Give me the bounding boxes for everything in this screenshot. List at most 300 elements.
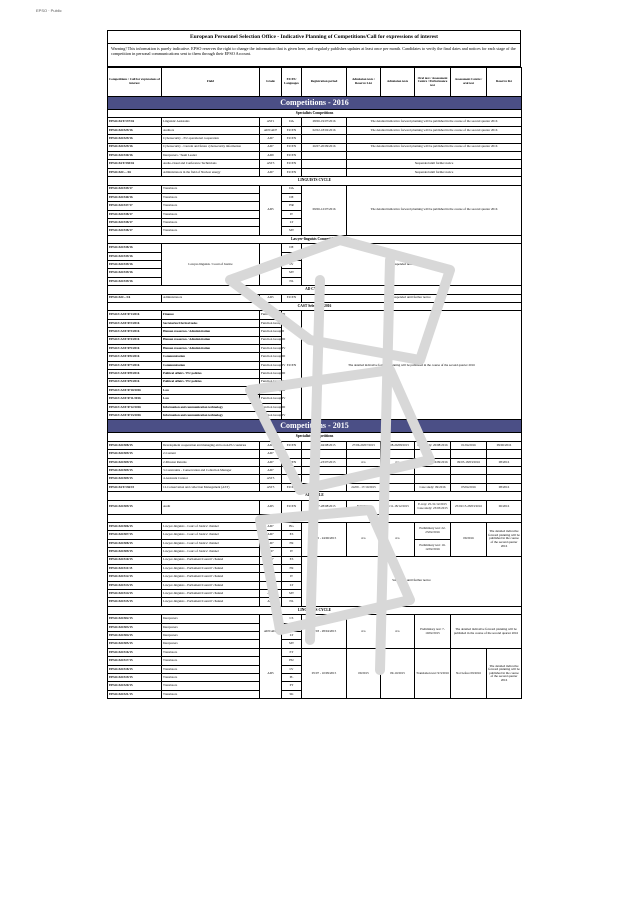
table-cell: Administrators in the field of Nuclear energy [162,168,260,176]
document [107,30,521,699]
table-row [108,500,522,514]
table-cell: Secretaries/Clerical tasks [162,319,260,327]
table-cell: 8/10/2015 [347,500,381,514]
table-cell: 09/06-12/07/2016 [302,185,347,235]
table-cell: LV [282,665,302,673]
table-cell: Suspended until further notice [302,556,522,606]
table-cell: Development cooperation and managing aid to non-EU countries [162,441,260,449]
table-cell: Translation test: 9/3/2016 [415,648,451,698]
table-cell: Translators [162,202,260,210]
table-cell: Lawyer-linguists - Court of Justice' channel [162,531,260,539]
table-cell: EPSO/AD/309/15 [108,548,162,556]
table-cell [487,450,522,458]
table-cell: EPSO/AST/330/16 [108,160,162,168]
table-row [108,467,522,475]
table-cell: Interpreters [162,615,260,623]
table-cell: EPSO/AD/318/15 [108,665,162,673]
table-cell: EU/EN [282,500,302,514]
table-cell [302,450,347,458]
table-cell: Case study: 09/2016 [415,483,451,491]
column-header: Reserve list [487,68,522,97]
table-cell: EPSO/CAST/P/3/2016 [108,328,162,336]
table-cell: EPSO/AST/136/15 [108,483,162,491]
table-cell: 28/07-28/08/2015 [302,500,347,514]
section-2016 [108,97,522,110]
table-cell: AD5 [260,294,282,302]
column-header: Admission tests / Reserve List [347,68,381,97]
table-cell: AD9 [260,151,282,159]
table-cell: Law [162,395,260,403]
table-row [108,556,522,564]
table-cell: Case study: 16/09/2016 [415,458,451,466]
table-cell: Interpreters / Team Leader [162,151,260,159]
table-cell: EPSO/AD/329/16 [108,126,162,134]
table-cell: Preliminary test: 22-23/02/2016 [415,522,451,539]
table-cell: 24/09 - 17/10/2015 [347,483,381,491]
table-cell: EPSO/AD/329/16 [108,135,162,143]
table-cell: EU/EN [282,458,302,466]
table-cell: EPSO/AD/317/15 [108,657,162,665]
table-cell: The detailed indicative forward planning will be published in the course of the second quarter 2016 [451,615,522,649]
table-cell: 09/06/2016 [487,441,522,449]
table-cell: Translators [162,185,260,193]
subsection-lawyer-2015-label: Lawyer-linguists Competitions [108,514,522,522]
table-cell: Interpreters [162,632,260,640]
table-cell: EPSO/AD/338/16 [108,244,162,252]
table-cell [302,151,347,159]
table-cell: Function Group III [260,311,282,319]
table-cell: EPSO/AD/302/15 [108,615,162,623]
table-row [108,126,522,134]
table-cell: AD7 [260,531,282,539]
table-cell: 28/06-19/07/2016 [302,118,347,126]
table-cell: 08/2016 [487,483,522,491]
table-cell: PL [282,674,302,682]
table-cell: IT [282,210,302,218]
table-cell: n/a [381,458,415,466]
table-cell: EPSO/AD/308/15 [108,441,162,449]
table-cell: HU [282,657,302,665]
table-cell: 26/07-20/09/2016 [302,143,347,151]
table-cell: EPSO/CAST/P/7/2016 [108,361,162,369]
subsection-cast-label: CAST Selections 2016 [108,302,522,310]
table-cell [415,475,451,483]
table-cell: EU/EN [282,441,302,449]
table-cell [451,450,487,458]
table-cell: 23/05 - 24/06/2015 [302,522,347,556]
table-cell: EPSO/CAST/P/11/2016 [108,395,162,403]
table-cell: AD7 [260,467,282,475]
table-cell: Audio-visual and Conference Technicians [162,160,260,168]
table-cell: AD7 [260,143,282,151]
table-cell: The detailed indicative forward planning will be published in the course of the second quarter 2016 [347,118,522,126]
table-cell: Suspended until further notice [347,160,522,168]
table-cell: SK [282,690,302,698]
table-cell: Translators [162,682,260,690]
table-cell: Lawyer-linguists - Parliament/Council' channel [162,573,260,581]
table-cell: LV [282,261,302,269]
section-2015 [108,420,522,433]
table-cell [302,475,347,483]
table-cell: Translators [162,674,260,682]
table-cell: EPSO/AD/320/15 [108,682,162,690]
table-cell: Translators [162,193,260,201]
subsection-linguists-2015-label: LINGUISTS CYCLE [108,606,522,614]
table-cell: 25/06-04/08/2015 [302,441,347,449]
table-cell: Function Group II [260,328,282,336]
table-cell: NL [282,277,302,285]
table-cell: AD7 [260,564,282,572]
table-cell [487,475,522,483]
table-cell: 27/06-29/07/2015 [347,441,381,449]
table-cell: AD7 [260,590,282,598]
table-cell: CS [282,615,302,623]
table-cell: EPSO/AD/338/17 [108,219,162,227]
table-cell: LT [282,219,302,227]
table-cell: EPSO/AD/321/15 [108,690,162,698]
table-cell: AST3 [260,160,282,168]
table-cell: E-tray: 25-31/12/2015 Case study: 23/03/2015 [415,500,451,514]
table-cell [302,168,347,176]
table-cell: MT [282,269,302,277]
table-cell: AST5 [260,475,282,483]
table-cell: AD5 [260,185,282,235]
table-cell [347,151,522,159]
subsection-specialists-label: Specialists Competitions [108,110,522,118]
table-cell: 02/02-18/02/2016 [302,126,347,134]
table-cell: AST5 [260,483,282,491]
table-cell: EU/EN [282,135,302,143]
subsection-linguists [108,177,522,185]
table-row [108,168,522,176]
table-row [108,450,522,458]
table-row [108,294,522,302]
table-cell: EU/EN [282,311,302,420]
table-cell: EPSO/AD/305/15 [108,640,162,648]
table-cell: 04/06-23/07/2015 [302,458,347,466]
table-cell: AD5 [260,500,282,514]
table-cell: 09-10/2015 [381,648,415,698]
table-row [108,185,522,193]
table-row [108,311,522,319]
table-cell: The detailed indicative forward planning will be published in the course of the second quarter 2016 [487,648,522,698]
table-cell [415,450,451,458]
table-cell: Function Group III [260,403,282,411]
subsection-linguists-2015 [108,606,522,614]
table-row [108,118,522,126]
table-cell: EPSO/AD/339/16 [108,252,162,260]
table-cell: Function Group II [260,319,282,327]
table-cell: 09/03-18/03/2016 [451,458,487,466]
table-cell: 09/2016 [451,522,487,556]
table-cell: AD7 [260,450,282,458]
table-row [108,458,522,466]
table-cell: Administrators [162,294,260,302]
table-row [108,615,522,623]
table-cell: LT [282,632,302,640]
table-cell: EPSO/AD/309/15 [108,458,162,466]
table-cell: 2-Mission Returns [162,458,260,466]
table-cell: AD7 [260,135,282,143]
table-cell: 16/12/2015 [302,483,347,491]
subsection-ad-2015 [108,492,522,500]
table-row [108,522,522,530]
table-cell: DA [282,118,302,126]
table-cell: Political affairs / EU policies [162,378,260,386]
table-cell: Lawyer-linguists - Parliament/Council' channel [162,581,260,589]
table-cell: EPSO/AD/306/15 [108,522,162,530]
table-row [108,135,522,143]
table-cell: EPSO/AD/329/16 [108,143,162,151]
table-cell: 09/2015 [347,648,381,698]
table-cell: Human resources / Administration [162,328,260,336]
table-cell: Linguistic Assistants [162,118,260,126]
table-cell: n/a [381,615,415,649]
table-cell [381,450,415,458]
table-cell: Function Group IV [260,378,282,386]
table-cell [282,475,302,483]
table-cell: EU/EN [282,294,302,302]
table-cell: Lawyer-linguists - Parliament/Council' channel [162,564,260,572]
table-cell [302,135,347,143]
subsection-lawyer-2015 [108,514,522,522]
table-cell: EPSO/AD/304/15 [108,632,162,640]
table-cell: 2-Content [162,450,260,458]
table-cell: Audit [162,500,260,514]
table-cell: Lawyer-linguists / Court of Justice [162,244,260,286]
table-cell: EPSO/AD/339/16 [108,277,162,285]
column-header: EU/EU Languages [282,68,302,97]
table-cell: Political affairs / EU policies [162,370,260,378]
table-cell: 18/08-26/08/2015 [381,441,415,449]
column-header: Oral test / Assessment Centre / Performance test [415,68,451,97]
header-stamp: EPSO · Public [36,8,62,13]
table-cell: AD7 [260,244,282,286]
table-cell: IT [282,573,302,581]
table-cell: Auditors [162,126,260,134]
table-cell: Lawyer-linguists - Parliament/Council' channel [162,598,260,606]
table-cell: EPSO/AD/339/16 [108,269,162,277]
table-cell: Preliminary test: 10-12/02/2016 [415,539,451,556]
table-cell [451,475,487,483]
table-cell: EPSO/CAST/P/13/2016 [108,412,162,420]
table-cell: 4-Assistant Curator [162,475,260,483]
table-cell: IT [282,548,302,556]
table-cell: Translators [162,210,260,218]
table-cell: The detailed indicative forward planning will be published in the course of the second quarter 2016 [487,522,522,556]
table-cell [302,467,347,475]
table-cell: AD7 [260,539,282,547]
table-row [108,475,522,483]
table-cell [415,467,451,475]
table-cell: EPSO/AD/.../16 [108,294,162,302]
table-cell: Function Group III [260,386,282,394]
table-cell: PT [282,682,302,690]
table-row [108,483,522,491]
table-cell: Function Group IV [260,395,282,403]
table-cell: EPSO/AD/309/15 [108,467,162,475]
table-cell: AD7 [260,168,282,176]
table-cell: AST1 [260,118,282,126]
table-cell: DA [282,185,302,193]
table-cell: Lawyer-linguists - Court of Justice' channel [162,548,260,556]
subsection-lawyer [108,235,522,243]
table-cell: Information and communication technology [162,403,260,411]
table-cell: EPSO/CAST/P/9/2016 [108,378,162,386]
table-cell: EPSO/AD/311/15 [108,564,162,572]
table-cell: EPSO/AD/319/15 [108,674,162,682]
table-cell: EPSO/AD/337/17 [108,202,162,210]
table-cell: AD5 [260,648,282,698]
table-cell: Function Group IV [260,412,282,420]
table-cell: MT [282,227,302,235]
table-cell: EPSO/AD/339/17 [108,185,162,193]
table-cell: Interpreters [162,623,260,631]
table-cell: AD7 [260,522,282,530]
table-cell [381,475,415,483]
table-cell: n/a [347,615,381,649]
table-cell: ES [282,556,302,564]
subsection-lawyer-label: Lawyer-linguists Competitions [108,235,522,243]
table-cell: Suspended until further notice [302,294,522,302]
table-cell: 3-Constraints - Conservation and Collection Manager [162,467,260,475]
table-cell: 05/04/2016 [451,483,487,491]
table-cell: Translators [162,657,260,665]
table-cell: The detailed indicative forward planning will be published in the course of the second quarter 2016 [347,126,522,134]
table-cell: EN [282,252,302,260]
header-row [108,68,522,97]
table-cell: 09/11-18/12/2015 [381,500,415,514]
table-cell [282,450,302,458]
table-cell: EPSO/AD/309/15 [108,450,162,458]
table-cell: DE [282,193,302,201]
table-cell: ES [282,531,302,539]
column-header: Assessment Centre / oral test [451,68,487,97]
table-cell: Lawyer-linguists - Court of Justice' channel [162,522,260,530]
table-cell: 06/2016 [487,500,522,514]
document-title: European Personnel Selection Office - Indicative Planning of Competitions/Call for expressions of interest [107,30,521,44]
table-cell [347,135,522,143]
table-cell: EU/EN [282,143,302,151]
table-cell: Not before 09/2016 [451,648,487,698]
table-cell: 05/07 - 10/09/2015 [302,648,347,698]
table-cell: Translators [162,227,260,235]
table-cell: EPSO/CAST/P/4/2016 [108,336,162,344]
table-cell: EU/EN [282,168,302,176]
table-cell: Translators [162,219,260,227]
table-cell: FR [282,564,302,572]
table-cell: ET [282,648,302,656]
table-cell: EPSO/AD/312/15 [108,573,162,581]
table-cell: AD7 [260,548,282,556]
table-row [108,648,522,656]
table-cell: EU/EN [282,151,302,159]
table-cell: EU/EN [282,126,302,134]
column-header: Admission tests [381,68,415,97]
table-cell: Lawyer-linguists - Court of Justice' channel [162,539,260,547]
table-cell: EPSO/AD/303/15 [108,623,162,631]
table-cell: n/a [347,522,381,556]
table-cell: Function Group III [260,353,282,361]
table-cell: EPSO/CAST/P/10/2016 [108,386,162,394]
section-2015-label: Competitions - 2015 [108,420,522,433]
table-cell: Suspended until further notice [347,168,522,176]
table-cell: Case study: 20/08/2016 [415,441,451,449]
table-cell: 01/04/2016 [451,441,487,449]
table-cell: Function Group IV [260,361,282,369]
table-cell: 08/2016 [487,458,522,466]
table-cell: EPSO/AD/314/15 [108,590,162,598]
table-cell [451,467,487,475]
table-cell: EU/EN [282,160,302,168]
table-cell [487,467,522,475]
table-cell: EPSO/AD/330/16 [108,151,162,159]
table-cell: EPSO/CAST/P/2/2016 [108,319,162,327]
table-cell: Function Group IV [260,344,282,352]
table-cell: Translators [162,648,260,656]
table-cell: EPSO/CAST/P/8/2016 [108,370,162,378]
table-cell: HR [282,202,302,210]
planning-table [107,67,522,699]
table-row [108,160,522,168]
table-cell: Cybersecurity - Current and future cybersecurity information [162,143,260,151]
table-cell: FR [282,539,302,547]
table-cell: DE [282,244,302,252]
table-cell: EPSO/CAST/P/6/2016 [108,353,162,361]
table-row [108,441,522,449]
table-cell: BG [282,522,302,530]
subsection-specialists-2015-label: Specialists Competitions [108,433,522,441]
table-cell: AD7 [260,441,282,449]
table-cell: Preliminary test: 7-10/02/2015 [415,615,451,649]
table-cell: AD7 [260,573,282,581]
table-cell: Human resources / Administration [162,344,260,352]
table-cell [381,483,415,491]
column-header: Field [162,68,260,97]
table-cell: EPSO/AD/309/15 [108,500,162,514]
column-header: Registration period [302,68,347,97]
table-cell: 30/03 - 28/04/2015 [302,615,347,649]
table-cell: Finance [162,311,260,319]
table-cell: EPSO/AD/315/15 [108,598,162,606]
table-cell: EPSO/AD/340/16 [108,193,162,201]
table-cell: AD5/AD7 [260,615,282,649]
table-cell [347,475,381,483]
table-cell: Communication [162,353,260,361]
table-cell: Cybersecurity - EU operational cooperation [162,135,260,143]
table-cell: EPSO/AD/338/17 [108,210,162,218]
table-cell: LT [282,581,302,589]
table-cell: EPSO/AD/..../16 [108,168,162,176]
table-cell: AD5/AD7 [260,126,282,134]
table-cell: Lawyer-linguists - Parliament/Council' channel [162,556,260,564]
table-cell: EPSO/CAST/P/5/2016 [108,344,162,352]
table-cell: The detailed indicative forward planning will be published in the course of the second quarter 2016 [347,185,522,235]
table-cell: Translators [162,665,260,673]
table-cell: Human resources / Administration [162,336,260,344]
table-cell [302,160,347,168]
table-cell: Lawyer-linguists - Parliament/Council' channel [162,590,260,598]
table-cell: Suspended until further notice [302,244,522,286]
table-cell: EPSO/AD/307/15 [108,531,162,539]
column-header: Competitions / Call for expressions of interest [108,68,162,97]
table-cell: EPSO/AD/313/15 [108,581,162,589]
table-cell: EPSO/CAST/P/1/2016 [108,311,162,319]
subsection-specialists [108,110,522,118]
subsection-cast [108,302,522,310]
table-cell: EPSO/AD/308/15 [108,539,162,547]
table-cell: Function Group III [260,336,282,344]
